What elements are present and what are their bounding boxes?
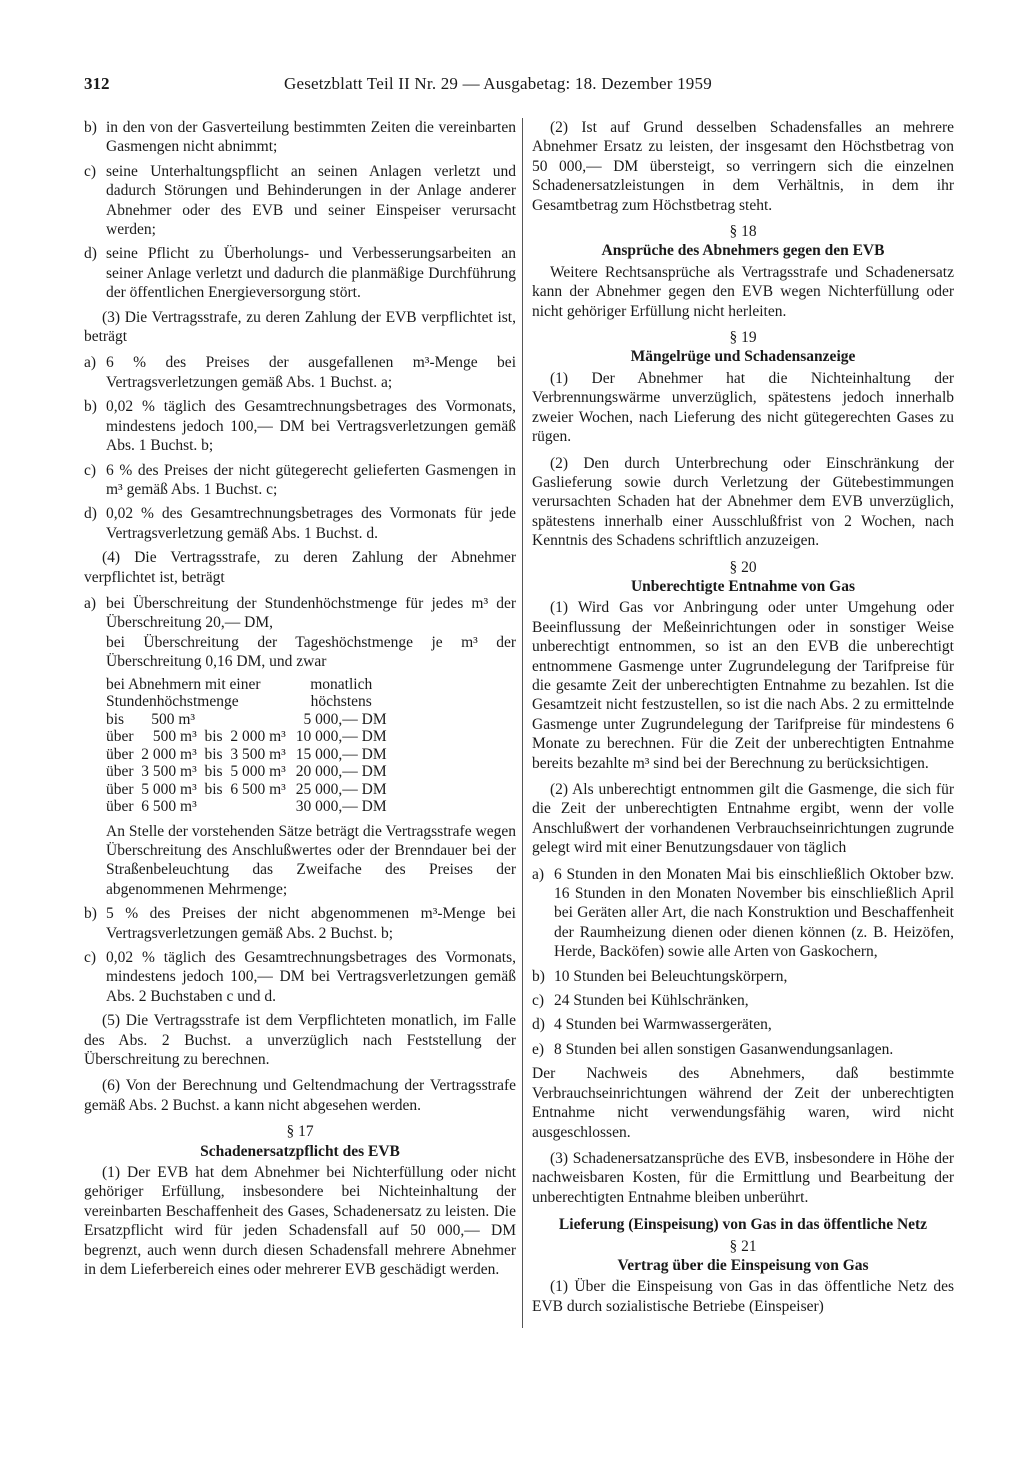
paragraph-s20-2-end: Der Nachweis des Abnehmers, daß bestimmte Verbrauchseinrichtungen während der Zeit der unberechtigten Entnahme nicht verwendungsfähig waren, wird nicht ausgeschlossen. bbox=[532, 1065, 954, 1141]
list-item: e) 8 Stunden bei allen sonstigen Gasanwendungsanlagen. bbox=[532, 1040, 894, 1058]
list-item: b) in den von der Gasverteilung bestimmten Zeiten die vereinbarten Gasmengen nicht abnimmt; bbox=[84, 119, 516, 156]
page-header bbox=[84, 74, 974, 100]
rates-table: bei Abnehmern mit einer Stundenhöchstmenge monatlich höchstens bis 500 m³ 5 000,— DM über 500 m³ bis 2 000 m³ 10 000,— DM über 2 000 m³ bis 3 500 m³ 15 000,— DM über 3 500 m³ bis 5 000 m³ 20 000,— DM über 5 000 m³ bis 6 500 m³ 25 000,— DM über 6 500 m³ 30 000,— DM bbox=[106, 675, 387, 816]
section-number-18: § 18 bbox=[729, 223, 757, 241]
list-item: b) 10 Stunden bei Beleuchtungskörpern, bbox=[532, 967, 788, 985]
list-item: c) 6 % des Preises der nicht gütegerecht gelieferten Gasmengen in m³ gemäß Abs. 1 Buchst. c; bbox=[84, 461, 516, 498]
list-item: a) bei Überschreitung der Stundenhöchstmenge für jedes m³ der Überschreitung 20,— DM, bei Überschreitung der Tageshöchstmenge je m³ der Überschreitung 0,16 DM, und zwar bei Abnehmern mit einer Stundenhöchstmenge monatlich höchstens bis 500 m³ 5 000,— DM über 500 m³ bis 2 000 m³ 10 000,— DM über 2 000 m³ bis 3 500 m³ 15 000,— DM über 3 500 m³ bis 5 000 m³ 20 000,— DM über 5 000 m³ bis 6 500 m³ 25 000,— DM über 6 500 m³ 30 000,— DM An Stelle der vorstehenden Sätze beträgt die Vertragsstrafe wegen Überschreitung des Anschlußwertes oder der Brenndauer bei der Straßenbeleuchtung das Zweifache des Preises der abgenommenen Mehrmenge; bbox=[84, 594, 516, 898]
paragraph-abs6: (6) Von der Berechnung und Geltendmachung der Vertragsstrafe gemäß Abs. 2 Buchst. a kann nicht abgesehen werden. bbox=[84, 1077, 516, 1114]
paragraph-s20-2: (2) Als unberechtigt entnommen gilt die Gasmenge, die sich für die Zeit der unberechtigten Entnahme ergibt, wenn der volle Anschlußwert der vorhandenen Verbrauchseinrichtungen zugrunde gelegt wird mit einer Benutzungsdauer von täglich bbox=[532, 781, 954, 857]
abs4-a-text1: bei Überschreitung der Stundenhöchstmenge für jedes m³ der Überschreitung 20,— DM, bbox=[106, 594, 516, 632]
section-title-18: Ansprüche des Abnehmers gegen den EVB bbox=[601, 242, 885, 260]
paragraph-abs4-intro: (4) Die Vertragsstrafe, zu deren Zahlung der Abnehmer verpflichtet ist, beträgt bbox=[84, 549, 516, 586]
paragraph-s21-1: (1) Über die Einspeisung von Gas in das öffentliche Netz des EVB durch sozialistische Betriebe (Einspeiser) bbox=[532, 1278, 954, 1315]
list-item: c) 0,02 % täglich des Gesamtrechnungsbetrages des Vormonats, mindestens jedoch 100,— DM bei Vertragsverletzungen gemäß Abs. 2 Buchstaben c und d. bbox=[84, 949, 516, 1005]
list-item: d) seine Pflicht zu Überholungs- und Verbesserungsarbeiten an seiner Anlage verletzt und dadurch die planmäßige Durchführung der öffentlichen Energieversorgung stört. bbox=[84, 245, 516, 302]
section-number-17: § 17 bbox=[286, 1123, 314, 1141]
section-number-20: § 20 bbox=[729, 558, 757, 576]
list-item: d) 4 Stunden bei Warmwassergeräten, bbox=[532, 1016, 772, 1034]
table-row: über 500 m³ bis 2 000 m³ 10 000,— DM bbox=[106, 728, 387, 746]
page-number: 312 bbox=[84, 74, 110, 93]
section-title-19: Mängelrüge und Schadensanzeige bbox=[630, 348, 856, 366]
list-item: c) seine Unterhaltungspflicht an seinen Anlagen verletzt und dadurch Störungen und Behinderungen in der Anlage anderer Abnehmer oder des EVB und seiner Einspeiser verursacht werden; bbox=[84, 162, 516, 239]
table-row: über 6 500 m³ 30 000,— DM bbox=[106, 798, 387, 816]
list-item: d) 0,02 % des Gesamtrechnungsbetrages des Vormonats für jede Vertragsverletzung gemäß Abs. 1 Buchst. d. bbox=[84, 505, 516, 542]
section-number-21: § 21 bbox=[729, 1237, 757, 1255]
table-row: über 3 500 m³ bis 5 000 m³ 20 000,— DM bbox=[106, 763, 387, 781]
abs4-a-text2: bei Überschreitung der Tageshöchstmenge je m³ der Überschreitung 0,16 DM, und zwar bbox=[106, 633, 516, 671]
section-title-21: Vertrag über die Einspeisung von Gas bbox=[617, 1256, 869, 1274]
section-title-20: Unberechtigte Entnahme von Gas bbox=[630, 577, 856, 595]
list-item: c) 24 Stunden bei Kühlschränken, bbox=[532, 992, 749, 1010]
list-item: b) 0,02 % täglich des Gesamtrechnungsbetrages des Vormonats, mindestens jedoch 100,— DM bei Vertragsverletzungen gemäß Abs. 1 Buchst. b; bbox=[84, 398, 516, 455]
list-item: a) 6 % des Preises der ausgefallenen m³-Menge bei Vertragsverletzungen gemäß Abs. 1 Buchst. a; bbox=[84, 354, 516, 391]
list-item: a) 6 Stunden in den Monaten Mai bis einschließlich Oktober bzw. 16 Stunden in den Monaten November bis einschließlich April bei Geräten aller Art, die nach Konstruktion und Beschaffenheit der Raumheizung dienen oder dienen können (z. B. Heizöfen, Herde, Backöfen) sowie alle Arten von Gaskochern, bbox=[532, 865, 954, 961]
column-divider bbox=[522, 118, 523, 1328]
paragraph-s20-3: (3) Schadenersatzansprüche des EVB, insbesondere in Höhe der nachweisbaren Kosten, für die Ermittlung und Bearbeitung der unberechtigten Entnahme bleiben unberührt. bbox=[532, 1149, 954, 1206]
part-title: Lieferung (Einspeisung) von Gas in das öffentliche Netz bbox=[558, 1216, 928, 1234]
paragraph-s18: Weitere Rechtsansprüche als Vertragsstrafe und Schadenersatz kann der Abnehmer gegen den EVB wegen Nichterfüllung oder nicht gehöriger Erfüllung nicht herleiten. bbox=[532, 263, 954, 320]
paragraph-s19-1: (1) Der Abnehmer hat die Nichteinhaltung der Verbrennungswärme unverzüglich, spätestens jedoch innerhalb zweier Wochen, nach Lieferung des nicht gütegerechten Gases zu rügen. bbox=[532, 369, 954, 446]
section-number-19: § 19 bbox=[729, 329, 757, 347]
right-column bbox=[532, 118, 954, 1323]
running-title: Gesetzblatt Teil II Nr. 29 — Ausgabetag: 18. Dezember 1959 bbox=[284, 74, 712, 93]
paragraph-s20-1: (1) Wird Gas vor Anbringung oder unter Umgehung oder Beeinflussung der Meßeinrichtungen oder in sonstiger Weise unberechtigt entnommen, so ist an den EVB die unberechtigt entnommene Gasmenge unter Zugrundelegung der Tarifpreise für die gesamte Zeit der unberechtigten Entnahme zu bezahlen. Ist die Gesamtzeit nicht festzustellen, so ist die nach Abs. 2 zu ermittelnde Gasmenge unter Zugrundelegung der Tarifpreise für mindestens 6 Monate zu berechnen. Für die Zeit der unberechtigten Entnahme bereits bezahlte m³ sind bei der Berechnung zu berücksichtigen. bbox=[532, 599, 954, 772]
left-column bbox=[84, 118, 516, 1287]
paragraph-abs3-intro: (3) Die Vertragsstrafe, zu deren Zahlung der EVB verpflichtet ist, beträgt bbox=[84, 308, 516, 346]
section-title-17: Schadenersatzpflicht des EVB bbox=[200, 1142, 400, 1160]
paragraph-s17-1: (1) Der EVB hat dem Abnehmer bei Nichterfüllung oder nicht gehöriger Erfüllung, insbesondere bei Nichteinhaltung der vereinbarten Beschaffenheit des Gases, Schadenersatz zu leisten. Die Ersatzpflicht wird für jeden Schadensfall auf 50 000,— DM begrenzt, auch wenn durch diesen Schadensfall mehrere Abnehmer in dem Lieferbereich eines oder mehrerer EVB geschädigt werden. bbox=[84, 1164, 516, 1279]
table-row: bis 500 m³ 5 000,— DM bbox=[106, 710, 387, 728]
paragraph-s17-2: (2) Ist auf Grund desselben Schadensfalles an mehrere Abnehmer Ersatz zu leisten, der insgesamt den Höchstbetrag von 50 000,— DM übersteigt, so verringern sich die einzelnen Schadenersatzleistungen in dem Verhältnis, in dem ihr Gesamtbetrag zum Höchstbetrag steht. bbox=[532, 119, 954, 214]
paragraph-abs5: (5) Die Vertragsstrafe ist dem Verpflichteten monatlich, im Falle des Abs. 2 Buchst. a unverzüglich nach Feststellung der Überschreitung zu berechnen. bbox=[84, 1012, 516, 1069]
list-item: b) 5 % des Preises der nicht abgenommenen m³-Menge bei Vertragsverletzungen gemäß Abs. 2 Buchst. b; bbox=[84, 905, 516, 942]
paragraph-s19-2: (2) Den durch Unterbrechung oder Einschränkung der Gaslieferung sowie durch Verletzung der Gütebestimmungen verursachten Schaden hat der Abnehmer dem EVB unverzüglich, spätestens innerhalb einer Ausschlußfrist von 2 Wochen, nach Kenntnis des Schadens schriftlich anzuzeigen. bbox=[532, 454, 954, 550]
table-row: über 5 000 m³ bis 6 500 m³ 25 000,— DM bbox=[106, 780, 387, 798]
table-row: über 2 000 m³ bis 3 500 m³ 15 000,— DM bbox=[106, 745, 387, 763]
abs4-a-text3: An Stelle der vorstehenden Sätze beträgt die Vertragsstrafe wegen Überschreitung des Anschlußwertes oder der Brenndauer bei der Straßenbeleuchtung das Zweifache des Preises der abgenommenen Mehrmenge; bbox=[106, 822, 516, 898]
